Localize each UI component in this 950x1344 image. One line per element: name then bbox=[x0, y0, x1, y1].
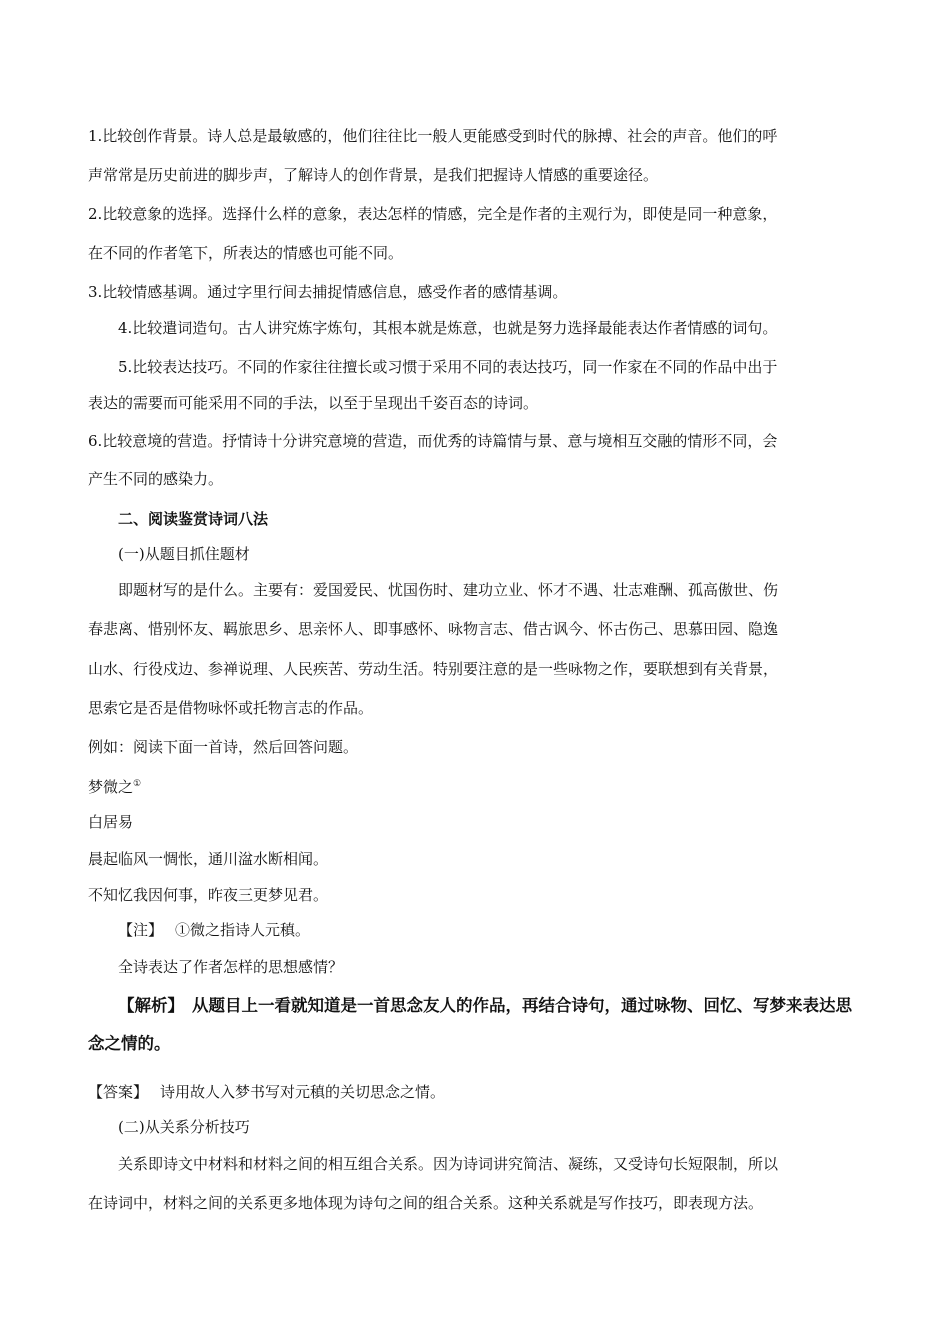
topic-line-1: 即题材写的是什么。主要有：爱国爱民、忧国伤时、建功立业、怀才不遇、壮志难酬、孤高傲世、伤 bbox=[118, 581, 779, 599]
poem-author: 白居易 bbox=[88, 813, 134, 831]
topic-line-3: 山水、行役戍边、参禅说理、人民疾苦、劳动生活。特别要注意的是一些咏物之作，要联想到有关背景， bbox=[88, 660, 779, 678]
topic-line-2: 春悲离、惜别怀友、羁旅思乡、思亲怀人、即事感怀、咏物言志、借古讽今、怀古伤己、思慕田园、隐逸 bbox=[88, 620, 779, 638]
subheading-1: (一)从题目抓住题材 bbox=[118, 545, 250, 563]
poem-title-text: 梦微之 bbox=[88, 778, 134, 796]
topic-line-4: 思索它是否是借物咏怀或托物言志的作品。 bbox=[88, 699, 374, 717]
para-2-line-2: 在不同的作者笔下，所表达的情感也可能不同。 bbox=[88, 244, 404, 262]
relation-line-2: 在诗词中，材料之间的关系更多地体现为诗句之间的组合关系。这种关系就是写作技巧，即表现方法。 bbox=[88, 1194, 764, 1212]
example-intro: 例如：阅读下面一首诗，然后回答问题。 bbox=[88, 738, 359, 756]
relation-line-1: 关系即诗文中材料和材料之间的相互组合关系。因为诗词讲究简洁、凝练，又受诗句长短限制，所以 bbox=[118, 1155, 779, 1173]
footnote-mark: ① bbox=[133, 779, 142, 789]
analysis-text: 从题目上一看就知道是一首思念友人的作品，再结合诗句，通过咏物、回忆、写梦来表达思 bbox=[192, 996, 852, 1015]
answer-label: 【答案】 bbox=[88, 1083, 149, 1101]
para-1-line-2: 声常常是历史前进的脚步声，了解诗人的创作背景，是我们把握诗人情感的重要途径。 bbox=[88, 166, 659, 184]
poem-title bbox=[88, 774, 141, 797]
para-3: 3.比较情感基调。通过字里行间去捕捉情感信息，感受作者的感情基调。 bbox=[88, 283, 568, 301]
section-heading: 二、阅读鉴赏诗词八法 bbox=[118, 510, 269, 528]
poem-verse-2: 不知忆我因何事，昨夜三更梦见君。 bbox=[88, 886, 329, 904]
answer bbox=[88, 1082, 445, 1102]
para-1-line-1: 1.比较创作背景。诗人总是最敏感的，他们往往比一般人更能感受到时代的脉搏、社会的声音。他们的呼 bbox=[88, 127, 778, 145]
subheading-2: (二)从关系分析技巧 bbox=[118, 1118, 250, 1136]
para-5-line-1: 5.比较表达技巧。不同的作家往往擅长或习惯于采用不同的表达技巧，同一作家在不同的作品中出于 bbox=[118, 358, 778, 376]
question: 全诗表达了作者怎样的思想感情？ bbox=[118, 958, 344, 976]
para-2-line-1: 2.比较意象的选择。选择什么样的意象，表达怎样的情感，完全是作者的主观行为，即使是同一种意象， bbox=[88, 205, 778, 223]
para-6-line-1: 6.比较意境的营造。抒情诗十分讲究意境的营造，而优秀的诗篇情与景、意与境相互交融的情形不同，会 bbox=[88, 432, 778, 450]
note-text: ①微之指诗人元稹。 bbox=[175, 921, 311, 939]
analysis-label: 【解析】 bbox=[118, 996, 184, 1015]
note bbox=[118, 920, 310, 940]
analysis-line-2: 念之情的。 bbox=[88, 1034, 171, 1053]
para-4: 4.比较遣词造句。古人讲究炼字炼句，其根本就是炼意，也就是努力选择最能表达作者情感的词句。 bbox=[118, 319, 778, 337]
para-6-line-2: 产生不同的感染力。 bbox=[88, 470, 224, 488]
note-label: 【注】 bbox=[118, 921, 164, 939]
poem-verse-1: 晨起临风一惆怅，通川湓水断相闻。 bbox=[88, 850, 329, 868]
para-5-line-2: 表达的需要而可能采用不同的手法，以至于呈现出千姿百态的诗词。 bbox=[88, 394, 539, 412]
analysis bbox=[118, 996, 852, 1016]
answer-text: 诗用故人入梦书写对元稹的关切思念之情。 bbox=[160, 1083, 446, 1101]
